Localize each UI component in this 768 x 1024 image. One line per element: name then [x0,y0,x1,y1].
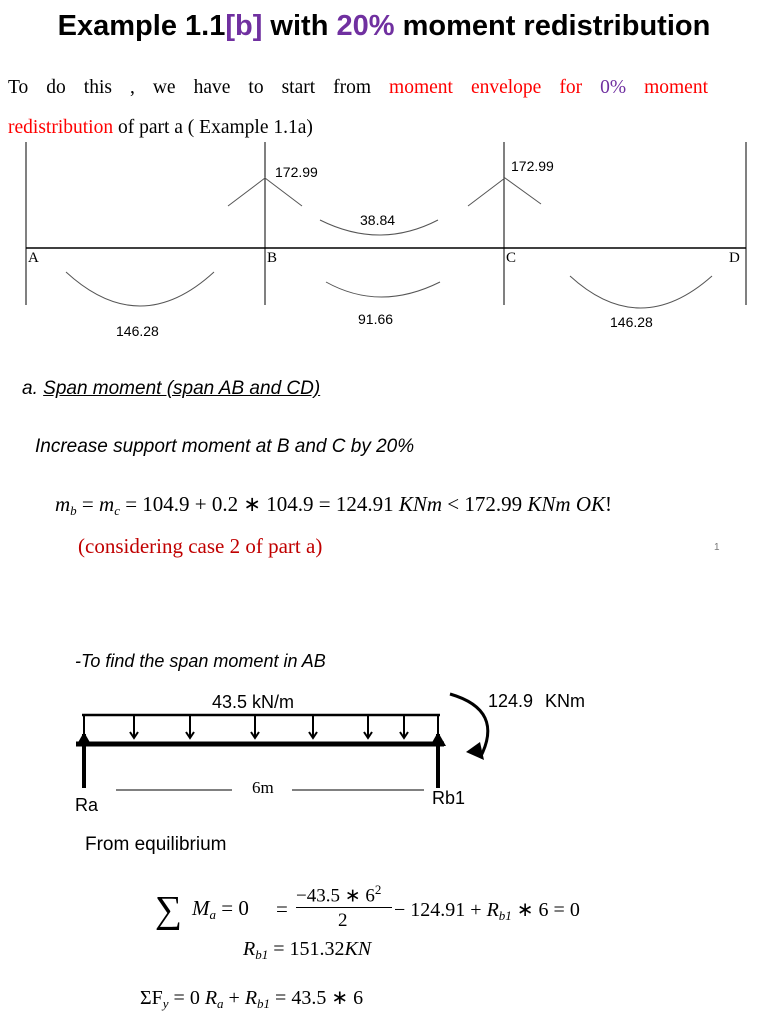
support-label-b: B [267,250,278,266]
right-support [430,732,446,788]
case-note: (considering case 2 of part a) [78,534,323,558]
support-label-c: C [506,250,517,266]
equals-sign: = [276,897,288,921]
moment-sum-lhs: $M_a = 0$ [192,896,249,922]
moment-value-ab: 146.28 [116,323,159,339]
intro-paragraph: To do this , we have to start from moment envelope for 0% moment redistribution of part a ( Example 1.1a) [8,77,708,138]
moment-value-b: 172.99 [275,164,318,180]
sagging-curve-cd [570,276,712,308]
fraction-denominator: 2 [338,910,348,931]
moment-arrow [450,694,488,758]
section-heading: a. Span moment (span AB and CD) [22,378,321,399]
load-label: 43.5 kN/m [212,692,295,712]
fraction-numerator: −43.5 ∗ $6^2$ [296,882,382,907]
support-label-a: A [28,250,39,266]
increase-note: Increase support moment at B and C by 20% [35,436,415,457]
page-number: 1 [714,542,720,553]
equilibrium-heading: From equilibrium [85,834,227,855]
reaction-rb1: Rb1 [432,788,466,808]
moment-unit: KNm [545,691,585,711]
moment-value-mid-top: 38.84 [360,212,396,228]
sagging-curve-bc [326,282,440,297]
moment-value-c: 172.99 [511,158,554,174]
rb1-result: $R_{b1} = 151.32KN$ [243,938,372,962]
moment-value-bc: 91.66 [358,311,394,327]
force-equilibrium: $\Sigma F_y = 0$ $R_a + R_{b1} = 43.5$ ∗ 6 [140,987,364,1011]
reaction-ra: Ra [75,795,99,815]
support-label-d: D [729,250,740,266]
page-title: Example 1.1[b] with 20% moment redistribution [57,10,711,42]
moment-envelope-diagram [0,140,768,350]
sagging-curve-ab [66,272,214,306]
beam-heading: -To find the span moment in AB [75,651,326,671]
moment-value-cd: 146.28 [610,314,653,330]
fraction-bar [296,907,392,908]
left-support [76,732,92,788]
span-label: 6m [252,778,274,797]
moment-sum-rhs: − $124.91 + R_{b1}$ ∗ 6 = 0 [394,899,580,923]
load-arrows [84,715,438,738]
sigma-symbol: ∑ [155,889,183,931]
redistribution-equation: $m_b = m_c = 104.9 + 0.2$ ∗ 104.9 = 124.91 KNm < 172.99 KNm OK! [55,492,613,518]
moment-value: 124.9 [488,691,534,711]
beam-diagram [0,680,768,820]
